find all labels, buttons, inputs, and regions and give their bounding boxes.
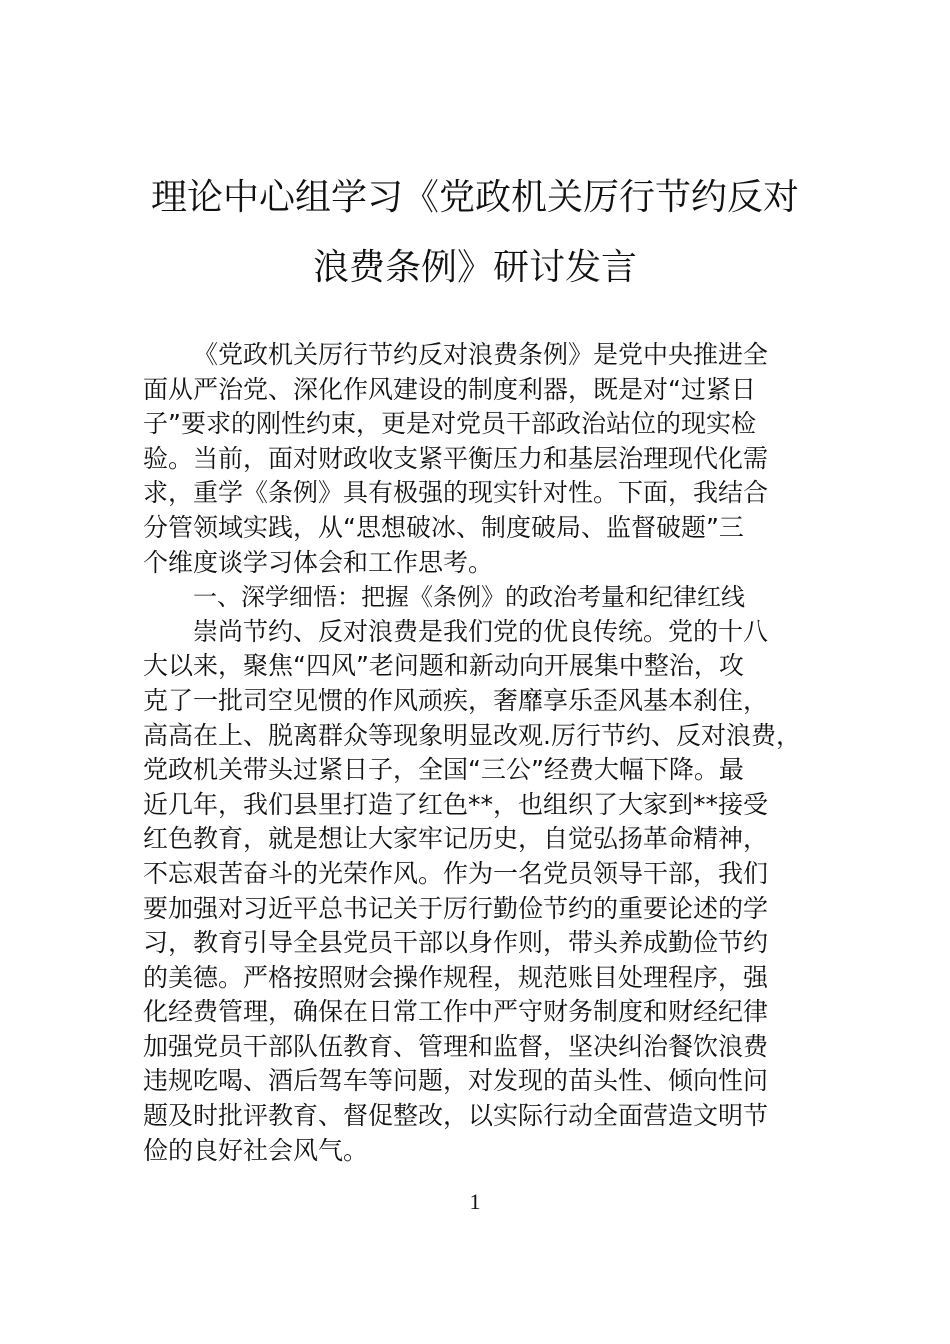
text-line: 求，重学《条例》具有极强的现实针对性。下面，我结合 [143,478,769,508]
text-line: 化经费管理，确保在日常工作中严守财务制度和财经纪律 [143,997,769,1027]
text-line: 俭的良好社会风气。 [143,1135,369,1165]
text-line: 红色教育，就是想让大家牢记历史，自觉弘扬革命精神， [143,824,769,854]
document-title-line-2: 浪费条例》研讨发言 [312,247,637,288]
text-line: 崇尚节约、反对浪费是我们党的优良传统。党的十八 [193,616,769,646]
text-line: 不忘艰苦奋斗的光荣作风。作为一名党员领导干部，我们 [143,858,769,888]
text-line: 克了一批司空见惯的作风顽疾，奢靡享乐歪风基本刹住， [143,685,769,715]
text-line: 个维度谈学习体会和工作思考。 [143,547,494,577]
text-line: 加强党员干部队伍教育、管理和监督，坚决纠治餐饮浪费 [143,1031,769,1061]
text-line: 面从严治党、深化作风建设的制度利器，既是对“过紧日 [143,374,756,404]
text-line: 党政机关带头过紧日子，全国“三公”经费大幅下降。最 [143,755,744,785]
text-line: 验。当前，面对财政收支紧平衡压力和基层治理现代化需 [143,443,769,473]
text-line: 分管领域实践，从“思想破冰、制度破局、监督破题”三 [143,512,744,542]
text-line: 《党政机关厉行节约反对浪费条例》是党中央推进全 [193,340,769,369]
text-line: 违规吃喝、酒后驾车等问题，对发现的苗头性、倾向性问 [143,1066,769,1096]
document-title-line-1: 理论中心组学习《党政机关厉行节约反对 [150,177,799,218]
section-heading-1 [143,580,843,615]
text-line: 题及时批评教育、督促整改，以实际行动全面营造文明节 [143,1101,769,1131]
section-heading-text: 一、深学细悟：把握《条例》的政治考量和纪律红线 [193,583,745,612]
text-line: 习，教育引导全县党员干部以身作则，带头养成勤俭节约 [143,928,769,958]
text-line: 的美德。严格按照财会操作规程，规范账目处理程序，强 [143,962,769,992]
text-line: 高高在上、脱离群众等现象明显改观.厉行节约、反对浪费， [143,720,801,750]
text-line: 近几年，我们县里打造了红色**，也组织了大家到**接受 [143,789,769,819]
text-line: 大以来，聚焦“四风”老问题和新动向开展集中整治，攻 [143,651,744,681]
paragraph-intro [143,338,843,580]
page-number: 1 [469,1189,481,1214]
document-body [143,338,843,1168]
text-line: 子”要求的刚性约束，更是对党员干部政治站位的现实检 [143,409,756,439]
text-line: 要加强对习近平总书记关于厉行勤俭节约的重要论述的学 [143,893,769,923]
paragraph-section-1 [143,615,843,1169]
